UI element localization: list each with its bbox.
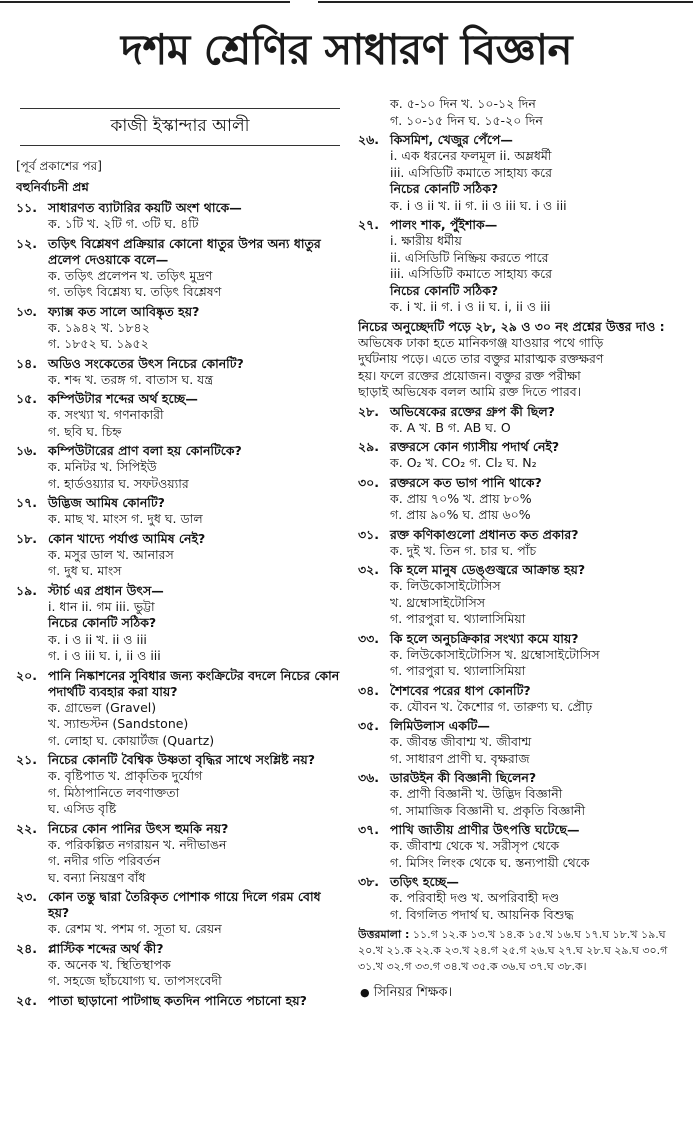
question-text: শৈশবের পরের ধাপ কোনটি? — [390, 682, 531, 698]
question-header — [16, 583, 344, 599]
option-line: গ. পারপুরা ঘ. থ্যালাসিমিয়া — [390, 611, 526, 626]
question-header — [16, 236, 344, 268]
option-line: ক. i ও ii খ. ii ও iii — [48, 631, 147, 647]
question-number: ২৫. — [16, 992, 37, 1008]
question-item — [16, 391, 344, 440]
question-number: ১৭. — [16, 495, 37, 510]
question-item — [16, 583, 344, 665]
question-options — [16, 599, 344, 665]
question-item — [16, 200, 344, 233]
question-options — [16, 459, 344, 492]
question-header — [358, 631, 688, 647]
question-header — [16, 391, 344, 407]
question-text: ডারউইন কী বিজ্ঞানী ছিলেন? — [390, 770, 537, 785]
question-options — [358, 786, 688, 819]
option-line: গ. নদীর গতি পরিবর্তন — [48, 853, 161, 868]
question-text: অডিও সংকেতের উৎস নিচের কোনটি? — [48, 355, 244, 371]
passage-line: অভিষেক ঢাকা হতে মানিকগঞ্জ যাওয়ার পথে গাড়ি — [358, 334, 604, 350]
question-number: ২১. — [16, 752, 37, 767]
question-options — [16, 700, 344, 750]
question-item — [358, 475, 688, 524]
question-item — [358, 562, 688, 628]
right-column — [358, 96, 688, 1128]
question-header — [358, 822, 688, 838]
question-text: সাধারণত ব্যাটারির কয়টি অংশ থাকে— — [48, 200, 242, 215]
question-header — [358, 439, 688, 455]
question-item — [358, 718, 688, 767]
question-header — [16, 752, 344, 768]
question-options — [16, 957, 344, 990]
option-line: ক. মসুর ডাল খ. আনারস — [48, 546, 174, 562]
question-text: রক্তরসে কত ভাগ পানি থাকে? — [390, 474, 542, 490]
question-item — [16, 443, 344, 492]
option-line: ক. দুই খ. তিন গ. চার ঘ. পাঁচ — [390, 542, 537, 558]
question-header — [16, 668, 344, 700]
option-line: ক. i ও ii খ. ii গ. ii ও iii ঘ. i ও iii — [390, 197, 567, 213]
option-line: ক. গ্রাভেল (Gravel) — [48, 699, 157, 715]
option-line: ক. ১টি খ. ২টি গ. ৩টি ঘ. ৪টি — [48, 216, 199, 231]
option-line: গ. লোহা ঘ. কোয়ার্টজ (Quartz) — [48, 732, 215, 748]
question-item — [16, 668, 344, 750]
question-header — [358, 718, 688, 734]
option-line: গ. দুধ ঘ. মাংস — [48, 563, 122, 578]
option-line: গ. সহজে ছাঁচযোগ্য ঘ. তাপসংবেদী — [48, 973, 222, 988]
author-name: কাজী ইস্কান্দার আলী — [110, 116, 250, 136]
question-text: কি হলে মানুষ ডেঙ্গুজ্বরে আক্রান্ত হয়? — [390, 562, 586, 577]
option-line: ক. বৃষ্টিপাত খ. প্রাকৃতিক দুর্যোগ — [48, 768, 203, 783]
question-number: ৩৬. — [358, 770, 380, 785]
option-line: ক. প্রায় ৭০% খ. প্রায় ৮০% — [390, 490, 532, 506]
question-item — [358, 404, 688, 437]
option-line: ক. মাছ খ. মাংস গ. দুধ ঘ. ডাল — [48, 511, 203, 526]
question-number: ২৩. — [16, 889, 38, 904]
option-line: ঘ. বন্যা নিয়ন্ত্রণ বাঁধ — [48, 869, 146, 885]
question-header — [16, 495, 344, 511]
sub-question: নিচের কোনটি সঠিক? — [48, 615, 157, 630]
option-line: গ. i ও iii ঘ. i, ii ও iii — [48, 648, 161, 663]
option-line: ক. শব্দ খ. তরঙ্গ গ. বাতাস ঘ. যন্ত্র — [48, 371, 214, 387]
answer-key-text: ১১.গ ১২.ক ১৩.খ ১৪.ক ১৫.খ ১৬.ঘ ১৭.ঘ ১৮.খ ১৯.ঘ ২০.খ ২১.ক ২২.ক ২৩.খ ২৪.গ ২৫.গ ২৬.ঘ ২৭.ঘ ২৮.ঘ ২৯.ঘ ৩০.গ ৩১.খ ৩২.গ ৩৩.গ ৩৪.খ ৩৫.ক ৩৬.ঘ ৩৭.ঘ ৩৮.ক। — [358, 928, 668, 973]
answer-key — [358, 927, 688, 975]
signature — [358, 983, 688, 1004]
signature-text: সিনিয়র শিক্ষক। — [373, 985, 453, 1000]
question-text: কিসমিশ, খেজুর পেঁপে— — [390, 132, 513, 147]
question-item — [358, 770, 688, 819]
question-text: লিমিউলাস একটি— — [390, 718, 490, 733]
author-rule-bottom — [20, 145, 340, 146]
question-header — [16, 941, 344, 957]
option-line: ক. O₂ খ. CO₂ গ. Cl₂ ঘ. N₂ — [390, 455, 537, 470]
option-line: গ. তড়িৎ বিশ্লেষ্য ঘ. তড়িৎ বিশ্লেষণ — [48, 284, 222, 299]
question-text: পালং শাক, পুঁইশাক— — [390, 217, 498, 232]
question-header — [358, 404, 688, 420]
question-number: ১১. — [16, 200, 37, 215]
question-text: পানি নিষ্কাশনের সুবিধার জন্য কংক্রিটের বদলে নিচের কোন পদার্থটি ব্যবহার করা যায়? — [48, 667, 340, 699]
question-options — [358, 838, 688, 871]
question-text: অভিষেকের রক্তের গ্রুপ কী ছিল? — [390, 403, 555, 419]
question-number: ৩১. — [358, 526, 379, 542]
question-header — [16, 356, 344, 372]
question-item — [16, 495, 344, 528]
question-header — [16, 821, 344, 837]
question-options — [358, 420, 688, 437]
question-header — [358, 132, 688, 148]
question-header — [16, 200, 344, 216]
question-text: প্লাস্টিক শব্দের অর্থ কী? — [48, 940, 164, 956]
question-item — [358, 822, 688, 871]
option-line: গ. সামাজিক বিজ্ঞানী ঘ. প্রকৃতি বিজ্ঞানী — [390, 802, 586, 818]
question-text: নিচের কোনটি বৈশ্বিক উষ্ণতা বৃদ্ধির সাথে সংশ্লিষ্ট নয়? — [48, 752, 316, 767]
question-text: স্টার্চ এর প্রধান উৎস— — [48, 582, 164, 598]
question-options — [16, 547, 344, 580]
right-question-list — [358, 132, 688, 316]
question-number: ২৮. — [358, 403, 379, 419]
question-item — [16, 941, 344, 990]
option-line: গ. সাধারণ প্রাণী ঘ. বৃক্ষরাজ — [390, 750, 530, 766]
sub-question: নিচের কোনটি সঠিক? — [390, 282, 499, 298]
question-number: ২৪. — [16, 940, 37, 956]
question-item — [16, 531, 344, 580]
question-text: পাখি জাতীয় প্রাণীর উৎপত্তি ঘটেছে— — [390, 822, 580, 837]
option-line: ক. পরিকল্পিত নগরায়ন খ. নদীভাঙন — [48, 836, 227, 852]
question-item — [16, 236, 344, 301]
passage-heading: নিচের অনুচ্ছেদটি পড়ে ২৮, ২৯ ও ৩০ নং প্রশ্নের উত্তর দাও : — [358, 318, 665, 334]
question-options — [16, 768, 344, 818]
question-item — [358, 132, 688, 214]
option-line: ক. A খ. B গ. AB ঘ. O — [390, 419, 511, 435]
question-options — [358, 148, 688, 214]
question-options — [358, 455, 688, 472]
question-header — [358, 527, 688, 543]
question-number: ২২. — [16, 820, 38, 836]
question-header — [358, 217, 688, 233]
answer-key-label: উত্তরমালা : — [358, 928, 410, 941]
option-line: ক. মনিটর খ. সিপিইউ — [48, 459, 157, 474]
option-line: ক. যৌবন খ. কৈশোর গ. তারুণ্য ঘ. প্রৌঢ় — [390, 698, 593, 714]
question-header — [16, 443, 344, 459]
question-item — [16, 993, 344, 1009]
bullet-icon: ● — [360, 986, 370, 999]
question-text: তড়িৎ বিশ্লেষণ প্রক্রিয়ার কোনো ধাতুর উপর অন্য ধাতুর প্রলেপ দেওয়াকে বলে— — [48, 235, 321, 267]
option-line: গ. ১৮৫২ ঘ. ১৯৫২ — [48, 336, 149, 351]
question-header — [16, 993, 344, 1009]
option-line: ক. সংখ্যা খ. গণনাকারী — [48, 407, 164, 422]
option-line: গ. পারপুরা ঘ. থ্যালাসিমিয়া — [390, 663, 526, 678]
option-line: i. এক ধরনের ফলমূল ii. অম্লধর্মী — [390, 148, 552, 163]
option-line: ক. লিউকোসাইটোসিস — [390, 578, 501, 593]
question-header — [16, 889, 344, 921]
question-text: রক্তরসে কোন গ্যাসীয় পদার্থ নেই? — [390, 439, 560, 454]
question-options — [358, 233, 688, 316]
question-text: ফ্যাক্স কত সালে আবিষ্কৃত হয়? — [48, 303, 200, 319]
question-header — [16, 304, 344, 320]
option-line: গ. মিসিং লিংক থেকে ঘ. স্তন্যপায়ী থেকে — [390, 854, 590, 870]
question-number: ১৮. — [16, 530, 37, 546]
option-line: i. ধান ii. গম iii. ভুট্টা — [48, 598, 155, 614]
option-line: গ. মিঠাপানিতে লবণাক্ততা — [48, 784, 180, 800]
question-options — [358, 647, 688, 680]
question-number: ৩৭. — [358, 822, 380, 837]
option-line: ক. জীবন্ত জীবাশ্ম খ. জীবাশ্ম — [390, 734, 532, 749]
option-line: ক. ১৯৪২ খ. ১৮৪২ — [48, 319, 150, 335]
sub-question: নিচের কোনটি সঠিক? — [390, 181, 499, 196]
question-number: ২৯. — [358, 439, 379, 454]
question-header — [358, 683, 688, 699]
left-question-list — [16, 200, 344, 1009]
question-item — [16, 821, 344, 887]
question-number: ৩৮. — [358, 874, 379, 889]
option-line: ক. ৫-১০ দিন খ. ১০-১২ দিন — [390, 96, 536, 111]
question-item — [358, 217, 688, 316]
question-header — [358, 770, 688, 786]
question-header — [358, 562, 688, 578]
question-header — [358, 874, 688, 890]
option-line: ক. পরিবাহী দণ্ড খ. অপরিবাহী দণ্ড — [390, 890, 560, 905]
question-text: কোন খাদ্যে পর্যাপ্ত আমিষ নেই? — [48, 530, 206, 546]
passage-line: দুর্ঘটনায় পড়ে। এতে তার বক্তুর মারাত্মক রক্তক্ষরণ — [358, 351, 604, 366]
option-line: গ. ছবি ঘ. চিহ্ন — [48, 423, 122, 439]
question-item — [358, 631, 688, 680]
question-header — [16, 531, 344, 547]
question-number: ৩৪. — [358, 682, 379, 698]
question-text: কম্পিউটারের প্রাণ বলা হয় কোনটিকে? — [48, 443, 242, 458]
question-options — [16, 921, 344, 938]
question-number: ১২. — [16, 235, 37, 251]
option-line: ক. i খ. ii গ. i ও ii ঘ. i, ii ও iii — [390, 299, 551, 314]
section-heading: বহুনির্বাচনী প্রশ্ন — [16, 180, 89, 194]
question-item — [16, 889, 344, 938]
passage-line: হয়। ফলে রক্তের প্রয়োজন। বক্তুর রক্ত পরীক্ষা — [358, 367, 581, 383]
question-options — [16, 216, 344, 233]
option-line: ক. রেশম খ. পশম গ. সূতা ঘ. রেয়ন — [48, 921, 222, 936]
option-line: গ. ১০-১৫ দিন ঘ. ১৫-২০ দিন — [390, 112, 543, 128]
option-line: ক. অনেক খ. স্থিতিস্থাপক — [48, 956, 171, 972]
passage-line: ছাড়াই অভিষেক বলল আমি রক্ত দিতে পারব। — [358, 384, 582, 399]
question-number: ৩২. — [358, 562, 380, 577]
option-line: ঘ. এসিড বৃষ্টি — [48, 801, 117, 816]
question-number: ১৬. — [16, 443, 37, 458]
question-text: নিচের কোন পানির উৎস হুমকি নয়? — [48, 820, 229, 836]
question-number: ১৫. — [16, 391, 37, 406]
question-options — [16, 407, 344, 440]
question-text: কি হলে অনুচক্রিকার সংখ্যা কমে যায়? — [390, 630, 579, 646]
question-options — [358, 543, 688, 560]
question-text: কোন তন্তু দ্বারা তৈরিকৃত পোশাক গায়ে দিলে গরম বোধ হয়? — [48, 889, 321, 920]
passage — [358, 335, 688, 401]
question-header — [358, 475, 688, 491]
option-line: iii. এসিডিটি কমাতে সাহায্য করে — [390, 164, 553, 180]
option-line: খ. থ্রম্বোসাইটোসিস — [390, 594, 486, 610]
question-options — [16, 837, 344, 887]
question-number: ৩৫. — [358, 718, 379, 733]
question-options — [16, 511, 344, 528]
question-text: পাতা ছাড়ানো পাটগাছ কতদিন পানিতে পচানো হয়? — [48, 992, 307, 1008]
option-line: ক. তড়িৎ প্রলেপন খ. তড়িৎ মুদ্রণ — [48, 267, 213, 283]
continued-note: [পূর্ব প্রকাশের পর] — [16, 159, 102, 173]
question-item — [358, 527, 688, 560]
right-question-list-2 — [358, 404, 688, 924]
question-options — [358, 578, 688, 628]
option-line: ক. লিউকোসাইটোসিস খ. থ্রম্বোসাইটোসিস — [390, 646, 600, 662]
left-column — [16, 108, 344, 1128]
option-line: গ. বিগলিত পদার্থ ঘ. আয়নিক বিশুদ্ধ — [390, 906, 574, 922]
option-line: iii. এসিডিটি কমাতে সাহায্য করে — [390, 266, 553, 281]
question-number: ২৭. — [358, 217, 380, 232]
option-line: i. ক্ষারীয় ধর্মীয় — [390, 233, 462, 248]
question-number: ১৯. — [16, 582, 37, 598]
question-options — [16, 320, 344, 353]
question-item — [358, 439, 688, 472]
question-options — [358, 491, 688, 524]
top-border — [0, 0, 693, 4]
question-number: ৩৩. — [358, 630, 380, 646]
question-options — [16, 372, 344, 389]
question-options — [358, 734, 688, 767]
option-line: গ. প্রায় ৯০% ঘ. প্রায় ৬০% — [390, 507, 531, 522]
option-line: ক. প্রাণী বিজ্ঞানী খ. উদ্ভিদ বিজ্ঞানী — [390, 786, 563, 801]
question-number: ১৩. — [16, 303, 37, 319]
question-number: ৩০. — [358, 474, 380, 490]
page-title: দশম শ্রেণির সাধারণ বিজ্ঞান — [120, 25, 573, 74]
option-line: খ. স্যান্ডস্টন (Sandstone) — [48, 716, 189, 731]
continued-options — [358, 96, 688, 129]
option-line: গ. হার্ডওয়্যার ঘ. সফটওয়্যার — [48, 475, 189, 491]
option-line: ii. এসিডিটি নিষ্ক্রিয় করতে পারে — [390, 249, 549, 265]
question-item — [16, 356, 344, 389]
question-text: রক্ত কণিকাগুলো প্রধানত কত প্রকার? — [390, 526, 579, 542]
question-text: উদ্ভিজ আমিষ কোনটি? — [48, 495, 165, 510]
question-number: ২০. — [16, 667, 38, 683]
question-item — [16, 304, 344, 353]
question-number: ১৪. — [16, 355, 37, 371]
question-item — [358, 874, 688, 923]
question-text: তড়িৎ হচ্ছে— — [390, 874, 459, 889]
question-number: ২৬. — [358, 132, 380, 147]
option-line: ক. জীবাশ্ম থেকে খ. সরীসৃপ থেকে — [390, 838, 560, 853]
question-item — [16, 752, 344, 818]
question-item — [358, 683, 688, 716]
question-options — [358, 699, 688, 716]
question-options — [16, 268, 344, 301]
question-options — [358, 890, 688, 923]
question-text: কম্পিউটার শব্দের অর্থ হচ্ছে— — [48, 391, 198, 406]
